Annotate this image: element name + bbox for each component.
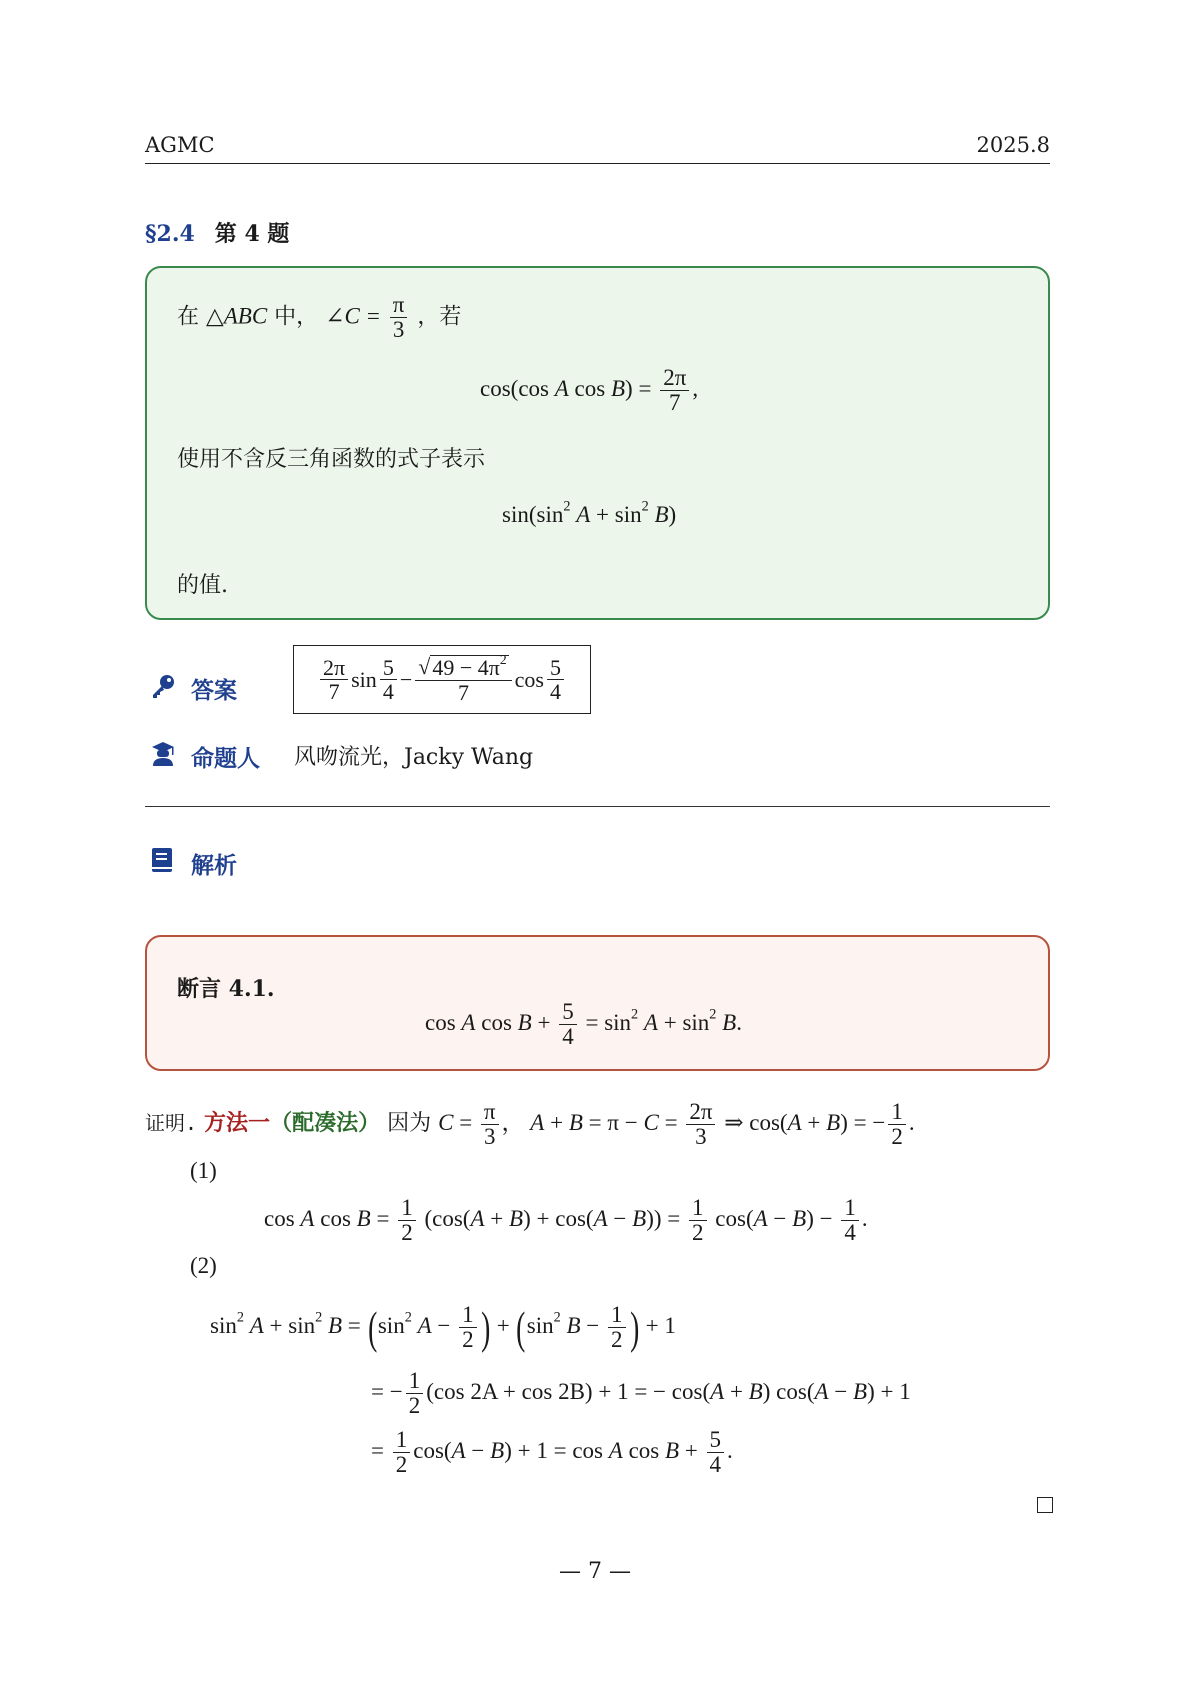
equals: = (638, 375, 652, 401)
math-fn: sin (526, 1312, 554, 1338)
math-fn: sin (614, 502, 642, 527)
divider (145, 806, 1050, 807)
comma: ， (501, 1109, 525, 1135)
denominator: 2 (408, 1393, 421, 1419)
denominator: 4 (562, 1024, 574, 1050)
paren: ( (426, 1378, 434, 1404)
math-var: A (249, 1312, 264, 1338)
denominator: 2 (462, 1327, 474, 1353)
math-var: B (664, 1437, 680, 1463)
math-fn: cos(cos (480, 375, 549, 401)
minus: − (819, 1205, 833, 1231)
denominator: 2 (395, 1452, 408, 1478)
math-var: A (787, 1109, 802, 1135)
header-left: AGMC (145, 133, 215, 157)
plus: + (490, 1205, 504, 1231)
number: 1 (536, 1437, 548, 1463)
math-fn: cos (432, 1205, 463, 1231)
implies: ⇒ (724, 1109, 744, 1135)
paren: ) (840, 1109, 848, 1135)
math-fn: cos (671, 1378, 703, 1404)
plus: + (663, 1009, 677, 1035)
denominator: 7 (328, 679, 340, 704)
math-fn: cos (776, 1378, 807, 1404)
minus: − (834, 1378, 848, 1404)
graduate-icon (150, 741, 176, 767)
problem-line-3: 的值. (177, 573, 228, 598)
math-var: A (576, 502, 591, 527)
answer-label: 答案 (191, 677, 237, 704)
equals: = (371, 1378, 384, 1404)
plus: + (807, 1109, 821, 1135)
key-icon (150, 673, 176, 699)
exponent: 2 (563, 498, 571, 515)
text: 中， (274, 304, 319, 330)
math-var: ABC (223, 303, 268, 329)
plus: + (684, 1437, 698, 1463)
math-var: B (568, 1109, 583, 1135)
math-var: A (461, 1009, 476, 1035)
equals: = (366, 303, 380, 329)
paren: ( (702, 1378, 711, 1404)
math-var: A (417, 1312, 432, 1338)
denominator: 3 (483, 1124, 496, 1150)
paren: ) (653, 1205, 662, 1231)
step-2-label: (2) (190, 1253, 217, 1278)
fraction (608, 1303, 626, 1352)
math-var: B (566, 1312, 581, 1338)
method-name: 方法一 (204, 1109, 271, 1136)
fraction (481, 1100, 499, 1149)
minus: − (586, 1312, 600, 1338)
exponent: 2 (499, 652, 507, 668)
math-var: B (632, 1205, 647, 1231)
minus: − (872, 1109, 886, 1135)
paren: ) (584, 1378, 593, 1404)
problem-equation-2 (502, 498, 677, 528)
denominator: 3 (695, 1124, 707, 1150)
math-var: B (517, 1009, 532, 1035)
problem-line-2: 使用不含反三角函数的式子表示 (177, 447, 486, 472)
numerator: 1 (608, 1303, 626, 1328)
numerator: 2π (686, 1100, 715, 1125)
math-fn: cos (481, 1009, 512, 1035)
assertion-label: 断言 4.1. (177, 976, 275, 1002)
exponent: 2 (631, 1006, 639, 1023)
math-var: A (608, 1437, 623, 1463)
math-var: A (753, 1205, 768, 1231)
fraction (841, 1196, 859, 1245)
numerator: π (481, 1100, 499, 1125)
text: ，若 (417, 304, 462, 330)
step-2-line-1 (210, 1303, 676, 1352)
equals: = (853, 1109, 867, 1135)
method-title (204, 1110, 380, 1136)
math-var: B (722, 1009, 737, 1035)
math-var: A (300, 1205, 315, 1231)
math-var: A (643, 1009, 658, 1035)
minus: − (471, 1437, 485, 1463)
plus: + (550, 1109, 564, 1135)
minus: − (613, 1205, 627, 1231)
step-2-line-3 (371, 1428, 733, 1477)
big-paren: ( (516, 1301, 526, 1353)
math-var: B (748, 1378, 763, 1404)
math-var: B (792, 1205, 807, 1231)
math-var: A (554, 375, 569, 401)
numerator: 5 (559, 1000, 577, 1025)
paren: ( (779, 1109, 788, 1135)
math-fn: cos (433, 1378, 465, 1404)
numerator: 2π (320, 656, 348, 680)
radicand-text: 49 − 4π (432, 655, 500, 681)
minus: − (653, 1378, 667, 1404)
math-fn: sin(sin (502, 502, 564, 527)
exponent: 2 (641, 498, 649, 515)
denominator: 2 (611, 1327, 623, 1353)
math-var: A (451, 1437, 466, 1463)
triangle-symbol: △ (206, 303, 224, 329)
math-var: C (643, 1109, 659, 1135)
method-subtitle: （配凑法） (270, 1109, 381, 1136)
numerator: 1 (689, 1196, 707, 1221)
paren: ) (625, 375, 633, 401)
math-fn: cos (413, 1437, 444, 1463)
fraction (398, 1196, 416, 1245)
math-fn: sin (351, 666, 377, 692)
answer-box (293, 645, 591, 714)
numerator: 1 (888, 1100, 906, 1125)
proof-label: 证明. (145, 1110, 198, 1135)
fraction (390, 293, 408, 342)
section-number: §2.4 (145, 221, 195, 247)
math-fn: cos (264, 1205, 295, 1231)
qed-symbol (1037, 1497, 1053, 1513)
text: 因为 (387, 1110, 432, 1136)
section-title: 第 4 题 (214, 221, 290, 247)
math-fn: cos (574, 375, 606, 401)
math-fn: sin (288, 1312, 316, 1338)
math-var: C (344, 303, 360, 329)
equals: = (371, 1437, 384, 1463)
fraction (380, 656, 397, 703)
exponent: 2 (709, 1006, 717, 1023)
denominator: 2 (692, 1220, 704, 1246)
minus: − (437, 1312, 451, 1338)
math-var: B (509, 1205, 524, 1231)
period: . (727, 1437, 733, 1463)
paren: ( (585, 1205, 594, 1231)
numerator: π (390, 293, 408, 318)
numerator: 1 (841, 1196, 859, 1221)
equals: = (667, 1205, 681, 1231)
numerator: 2π (660, 366, 689, 391)
proof-equation (438, 1099, 915, 1150)
numerator: 1 (406, 1369, 424, 1394)
equals: = (459, 1109, 473, 1135)
paren: ) (806, 1205, 814, 1231)
minus: − (399, 666, 413, 692)
denominator: 4 (844, 1220, 856, 1246)
fraction (393, 1428, 411, 1477)
math-term: 2B (558, 1378, 585, 1404)
big-paren: ) (629, 1301, 639, 1353)
math-var: A (710, 1378, 725, 1404)
math-fn: sin (682, 1009, 710, 1035)
minus: − (773, 1205, 787, 1231)
header-right: 2025.8 (976, 133, 1050, 157)
text: 在 (177, 304, 200, 330)
number: 1 (664, 1312, 676, 1338)
fraction (660, 366, 689, 415)
fraction (686, 1100, 715, 1149)
denominator: 4 (709, 1452, 722, 1478)
math-var: B (610, 375, 626, 401)
math-fn: sin (604, 1009, 632, 1035)
paren: ) (523, 1205, 531, 1231)
numerator: 1 (459, 1303, 477, 1328)
book-icon (151, 847, 173, 873)
math-fn: sin (210, 1312, 237, 1338)
radical-sign: √ (418, 654, 431, 680)
fraction (459, 1303, 477, 1352)
denominator: 2 (891, 1124, 903, 1150)
exponent: 2 (404, 1309, 412, 1326)
fraction (559, 1000, 577, 1049)
math-var: B (654, 502, 669, 527)
equals: = (347, 1312, 361, 1338)
number: 1 (617, 1378, 629, 1404)
section-heading (145, 217, 289, 248)
math-var: B (490, 1437, 505, 1463)
author-value: 风吻流光，Jacky Wang (294, 745, 534, 770)
paren: ( (806, 1378, 815, 1404)
paren: ) (762, 1378, 771, 1404)
denominator: 4 (549, 679, 561, 704)
math-fn: cos (521, 1378, 553, 1404)
denominator: 7 (457, 679, 469, 705)
fraction (320, 656, 348, 703)
proof-intro (145, 1100, 915, 1149)
math-fn: cos (749, 1109, 780, 1135)
math-fn: sin (377, 1312, 405, 1338)
plus: + (517, 1437, 531, 1463)
math-fn: cos (628, 1437, 660, 1463)
denominator: 4 (382, 679, 394, 704)
numerator: 1 (398, 1196, 416, 1221)
sqrt (415, 652, 511, 681)
fraction (547, 656, 564, 703)
math-fn: cos (555, 1205, 586, 1231)
math-var: A (530, 1109, 545, 1135)
period: . (861, 1205, 868, 1231)
denominator: 2 (401, 1220, 413, 1246)
author-label: 命题人 (191, 745, 260, 772)
paren: ) (668, 502, 677, 527)
step-1-label: (1) (190, 1158, 217, 1183)
exponent: 2 (315, 1309, 323, 1326)
radicand (430, 652, 508, 681)
period: . (908, 1109, 915, 1135)
paren: ) (504, 1437, 512, 1463)
fraction (689, 1196, 707, 1245)
numerator: 1 (393, 1428, 411, 1453)
angle-symbol: ∠ (325, 303, 345, 329)
big-paren: ) (480, 1301, 490, 1353)
paren: ( (424, 1205, 433, 1231)
plus: + (502, 1378, 516, 1404)
step-2-line-2 (371, 1369, 911, 1418)
step-1-equation (264, 1196, 868, 1245)
problem-line-1 (177, 293, 461, 342)
problem-equation-1 (480, 366, 698, 415)
assertion-equation (425, 1000, 742, 1049)
plus: + (880, 1378, 894, 1404)
big-paren: ( (367, 1301, 377, 1353)
fraction (406, 1369, 424, 1418)
plus: + (537, 1009, 551, 1035)
paren: ( (462, 1205, 471, 1231)
equals: = (588, 1109, 602, 1135)
paren: ) (646, 1205, 654, 1231)
number: 1 (899, 1378, 911, 1404)
equals: = (634, 1378, 648, 1404)
numerator: 5 (380, 656, 397, 680)
math-var: A (470, 1205, 485, 1231)
plus: + (496, 1312, 510, 1338)
equals: = (585, 1009, 599, 1035)
exponent: 2 (236, 1309, 244, 1326)
analysis-label: 解析 (191, 852, 237, 879)
math-fn: cos (320, 1205, 351, 1231)
plus: + (729, 1378, 743, 1404)
page-number: — 7 — (559, 1559, 631, 1584)
math-fn: cos (572, 1437, 603, 1463)
math-var: A (814, 1378, 829, 1404)
equals: = (553, 1437, 567, 1463)
fraction (888, 1100, 906, 1149)
plus: + (645, 1312, 659, 1338)
fraction (415, 652, 511, 705)
numerator: 5 (707, 1428, 725, 1453)
math-fn: cos (514, 666, 544, 692)
plus: + (596, 502, 610, 527)
exponent: 2 (553, 1309, 561, 1326)
math-fn: cos (425, 1009, 456, 1035)
plus: + (598, 1378, 612, 1404)
minus: − (389, 1378, 403, 1404)
math-var: B (356, 1205, 371, 1231)
math-var: B (327, 1312, 343, 1338)
math-var: A (593, 1205, 608, 1231)
math-var: B (853, 1378, 868, 1404)
equals: = (664, 1109, 678, 1135)
minus: − (624, 1109, 638, 1135)
math-var: B (826, 1109, 841, 1135)
comma: , (692, 375, 699, 401)
denominator: 7 (669, 390, 681, 416)
fraction (707, 1428, 725, 1477)
plus: + (269, 1312, 283, 1338)
denominator: 3 (392, 317, 405, 343)
plus: + (536, 1205, 550, 1231)
math-var: C (438, 1109, 454, 1135)
page-header (145, 133, 1050, 164)
pi: π (607, 1109, 620, 1135)
equals: = (376, 1205, 390, 1231)
paren: ) (867, 1378, 875, 1404)
numerator: 5 (547, 656, 564, 680)
math-term: 2A (470, 1378, 498, 1404)
paren: ( (443, 1437, 452, 1463)
paren: ( (745, 1205, 754, 1231)
math-fn: cos (715, 1205, 746, 1231)
period: . (736, 1009, 742, 1035)
